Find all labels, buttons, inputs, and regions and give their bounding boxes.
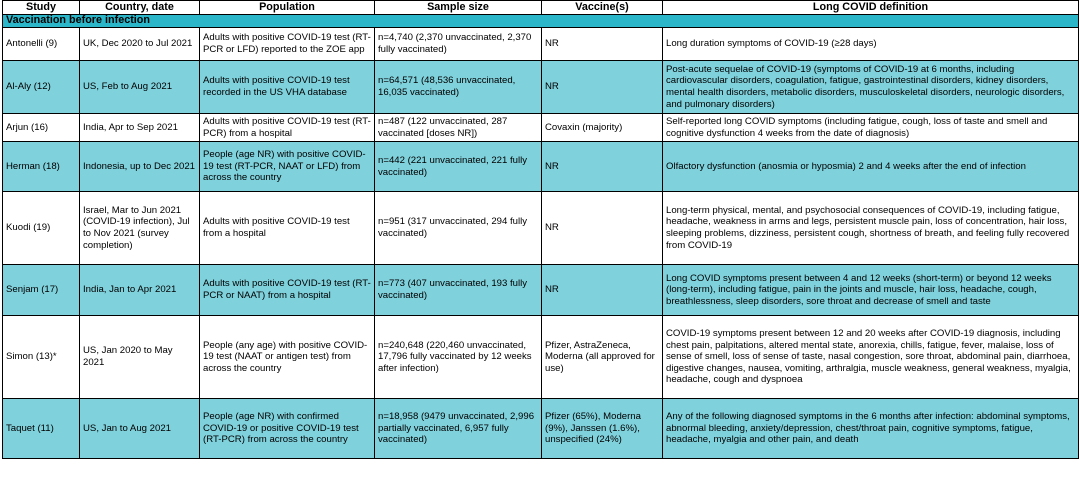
table-row xyxy=(3,61,1079,114)
country-date-cell: US, Feb to Aug 2021 xyxy=(80,61,200,114)
definition-cell: Long-term physical, mental, and psychosocial consequences of COVID-19, including fatigue, headache, weakness in arms and legs, persistent muscle pain, loss of concentration, hair loss, sleeping problems, dizziness, persistent cough, shortness of breath, and feeling fully recovered from COVID-19 xyxy=(663,192,1079,265)
section-title: Vaccination before infection xyxy=(3,15,1079,28)
definition-cell: Long duration symptoms of COVID-19 (≥28 days) xyxy=(663,28,1079,61)
study-cell: Senjam (17) xyxy=(3,265,80,316)
study-cell: Simon (13)* xyxy=(3,316,80,399)
country-date-cell: India, Apr to Sep 2021 xyxy=(80,114,200,142)
definition-cell: Self-reported long COVID symptoms (including fatigue, cough, loss of taste and smell and cognitive dysfunction 4 weeks from the date of diagnosis) xyxy=(663,114,1079,142)
sample-size-cell: n=773 (407 unvaccinated, 193 fully vaccinated) xyxy=(375,265,542,316)
sample-size-cell: n=4,740 (2,370 unvaccinated, 2,370 fully vaccinated) xyxy=(375,28,542,61)
definition-cell: Any of the following diagnosed symptoms in the 6 months after infection: abdominal symptoms, abnormal bleeding, anxiety/depression, chest/throat pain, cognitive symptoms, fatigue, headache, myalgia and other pain, and death xyxy=(663,399,1079,459)
col-header-sample-size: Sample size xyxy=(375,1,542,15)
country-date-cell: US, Jan to Aug 2021 xyxy=(80,399,200,459)
study-cell: Arjun (16) xyxy=(3,114,80,142)
country-date-cell: UK, Dec 2020 to Jul 2021 xyxy=(80,28,200,61)
study-cell: Al-Aly (12) xyxy=(3,61,80,114)
sample-size-cell: n=951 (317 unvaccinated, 294 fully vaccinated) xyxy=(375,192,542,265)
sample-size-cell: n=18,958 (9479 unvaccinated, 2,996 partially vaccinated, 6,957 fully vaccinated) xyxy=(375,399,542,459)
vaccines-cell: NR xyxy=(542,192,663,265)
population-cell: Adults with positive COVID-19 test (RT-PCR or NAAT) from a hospital xyxy=(200,265,375,316)
population-cell: People (any age) with positive COVID-19 test (NAAT or antigen test) from across the country xyxy=(200,316,375,399)
population-cell: Adults with positive COVID-19 test from a hospital xyxy=(200,192,375,265)
definition-cell: COVID-19 symptoms present between 12 and 20 weeks after COVID-19 diagnosis, including chest pain, palpitations, altered mental state, anorexia, chills, fatigue, fever, malaise, loss of sense of smell, loss of sense of taste, nasal congestion, sore throat, abdominal pain, diarrhoea, digestive changes, nausea, vomiting, arthralgia, muscle weakness, general weakness, myalgia, headache, cough and dyspnoea xyxy=(663,316,1079,399)
table-row xyxy=(3,114,1079,142)
section-row xyxy=(3,15,1079,28)
vaccines-cell: Pfizer, AstraZeneca, Moderna (all approved for use) xyxy=(542,316,663,399)
evidence-table xyxy=(2,0,1079,459)
vaccines-cell: Covaxin (majority) xyxy=(542,114,663,142)
table-row xyxy=(3,28,1079,61)
definition-cell: Olfactory dysfunction (anosmia or hyposmia) 2 and 4 weeks after the end of infection xyxy=(663,142,1079,192)
population-cell: Adults with positive COVID-19 test (RT-PCR or LFD) reported to the ZOE app xyxy=(200,28,375,61)
table-row xyxy=(3,265,1079,316)
col-header-definition: Long COVID definition xyxy=(663,1,1079,15)
country-date-cell: Israel, Mar to Jun 2021 (COVID-19 infection), Jul to Nov 2021 (survey completion) xyxy=(80,192,200,265)
table-row xyxy=(3,399,1079,459)
population-cell: People (age NR) with positive COVID-19 test (RT-PCR, NAAT or LFD) from across the country xyxy=(200,142,375,192)
col-header-country-date: Country, date xyxy=(80,1,200,15)
table-row xyxy=(3,142,1079,192)
vaccines-cell: NR xyxy=(542,265,663,316)
study-cell: Taquet (11) xyxy=(3,399,80,459)
definition-cell: Post-acute sequelae of COVID-19 (symptoms of COVID-19 at 6 months, including cardiovascular disorders, coagulation, fatigue, gastrointestinal disorders, kidney disorders, mental health disorders, metabolic disorders, musculoskeletal disorders, neurologic disorders, and pulmonary disorders) xyxy=(663,61,1079,114)
vaccines-cell: NR xyxy=(542,142,663,192)
col-header-vaccines: Vaccine(s) xyxy=(542,1,663,15)
col-header-population: Population xyxy=(200,1,375,15)
sample-size-cell: n=64,571 (48,536 unvaccinated, 16,035 vaccinated) xyxy=(375,61,542,114)
country-date-cell: US, Jan 2020 to May 2021 xyxy=(80,316,200,399)
vaccines-cell: Pfizer (65%), Moderna (9%), Janssen (1.6%), unspecified (24%) xyxy=(542,399,663,459)
table-row xyxy=(3,316,1079,399)
country-date-cell: India, Jan to Apr 2021 xyxy=(80,265,200,316)
vaccines-cell: NR xyxy=(542,61,663,114)
table-row xyxy=(3,192,1079,265)
study-cell: Kuodi (19) xyxy=(3,192,80,265)
col-header-study: Study xyxy=(3,1,80,15)
population-cell: Adults with positive COVID-19 test recorded in the US VHA database xyxy=(200,61,375,114)
study-cell: Herman (18) xyxy=(3,142,80,192)
sample-size-cell: n=487 (122 unvaccinated, 287 vaccinated [doses NR]) xyxy=(375,114,542,142)
population-cell: People (age NR) with confirmed COVID-19 or positive COVID-19 test (RT-PCR) from across the country xyxy=(200,399,375,459)
population-cell: Adults with positive COVID-19 test (RT-PCR) from a hospital xyxy=(200,114,375,142)
sample-size-cell: n=442 (221 unvaccinated, 221 fully vaccinated) xyxy=(375,142,542,192)
sample-size-cell: n=240,648 (220,460 unvaccinated, 17,796 fully vaccinated by 12 weeks after infection) xyxy=(375,316,542,399)
country-date-cell: Indonesia, up to Dec 2021 xyxy=(80,142,200,192)
study-cell: Antonelli (9) xyxy=(3,28,80,61)
definition-cell: Long COVID symptoms present between 4 and 12 weeks (short-term) or beyond 12 weeks (long-term), including fatigue, pain in the joints and muscle, hair loss, headache, cough, breathlessness, sleep disorders, sore throat and decrease of smell and taste xyxy=(663,265,1079,316)
header-row xyxy=(3,1,1079,15)
vaccines-cell: NR xyxy=(542,28,663,61)
